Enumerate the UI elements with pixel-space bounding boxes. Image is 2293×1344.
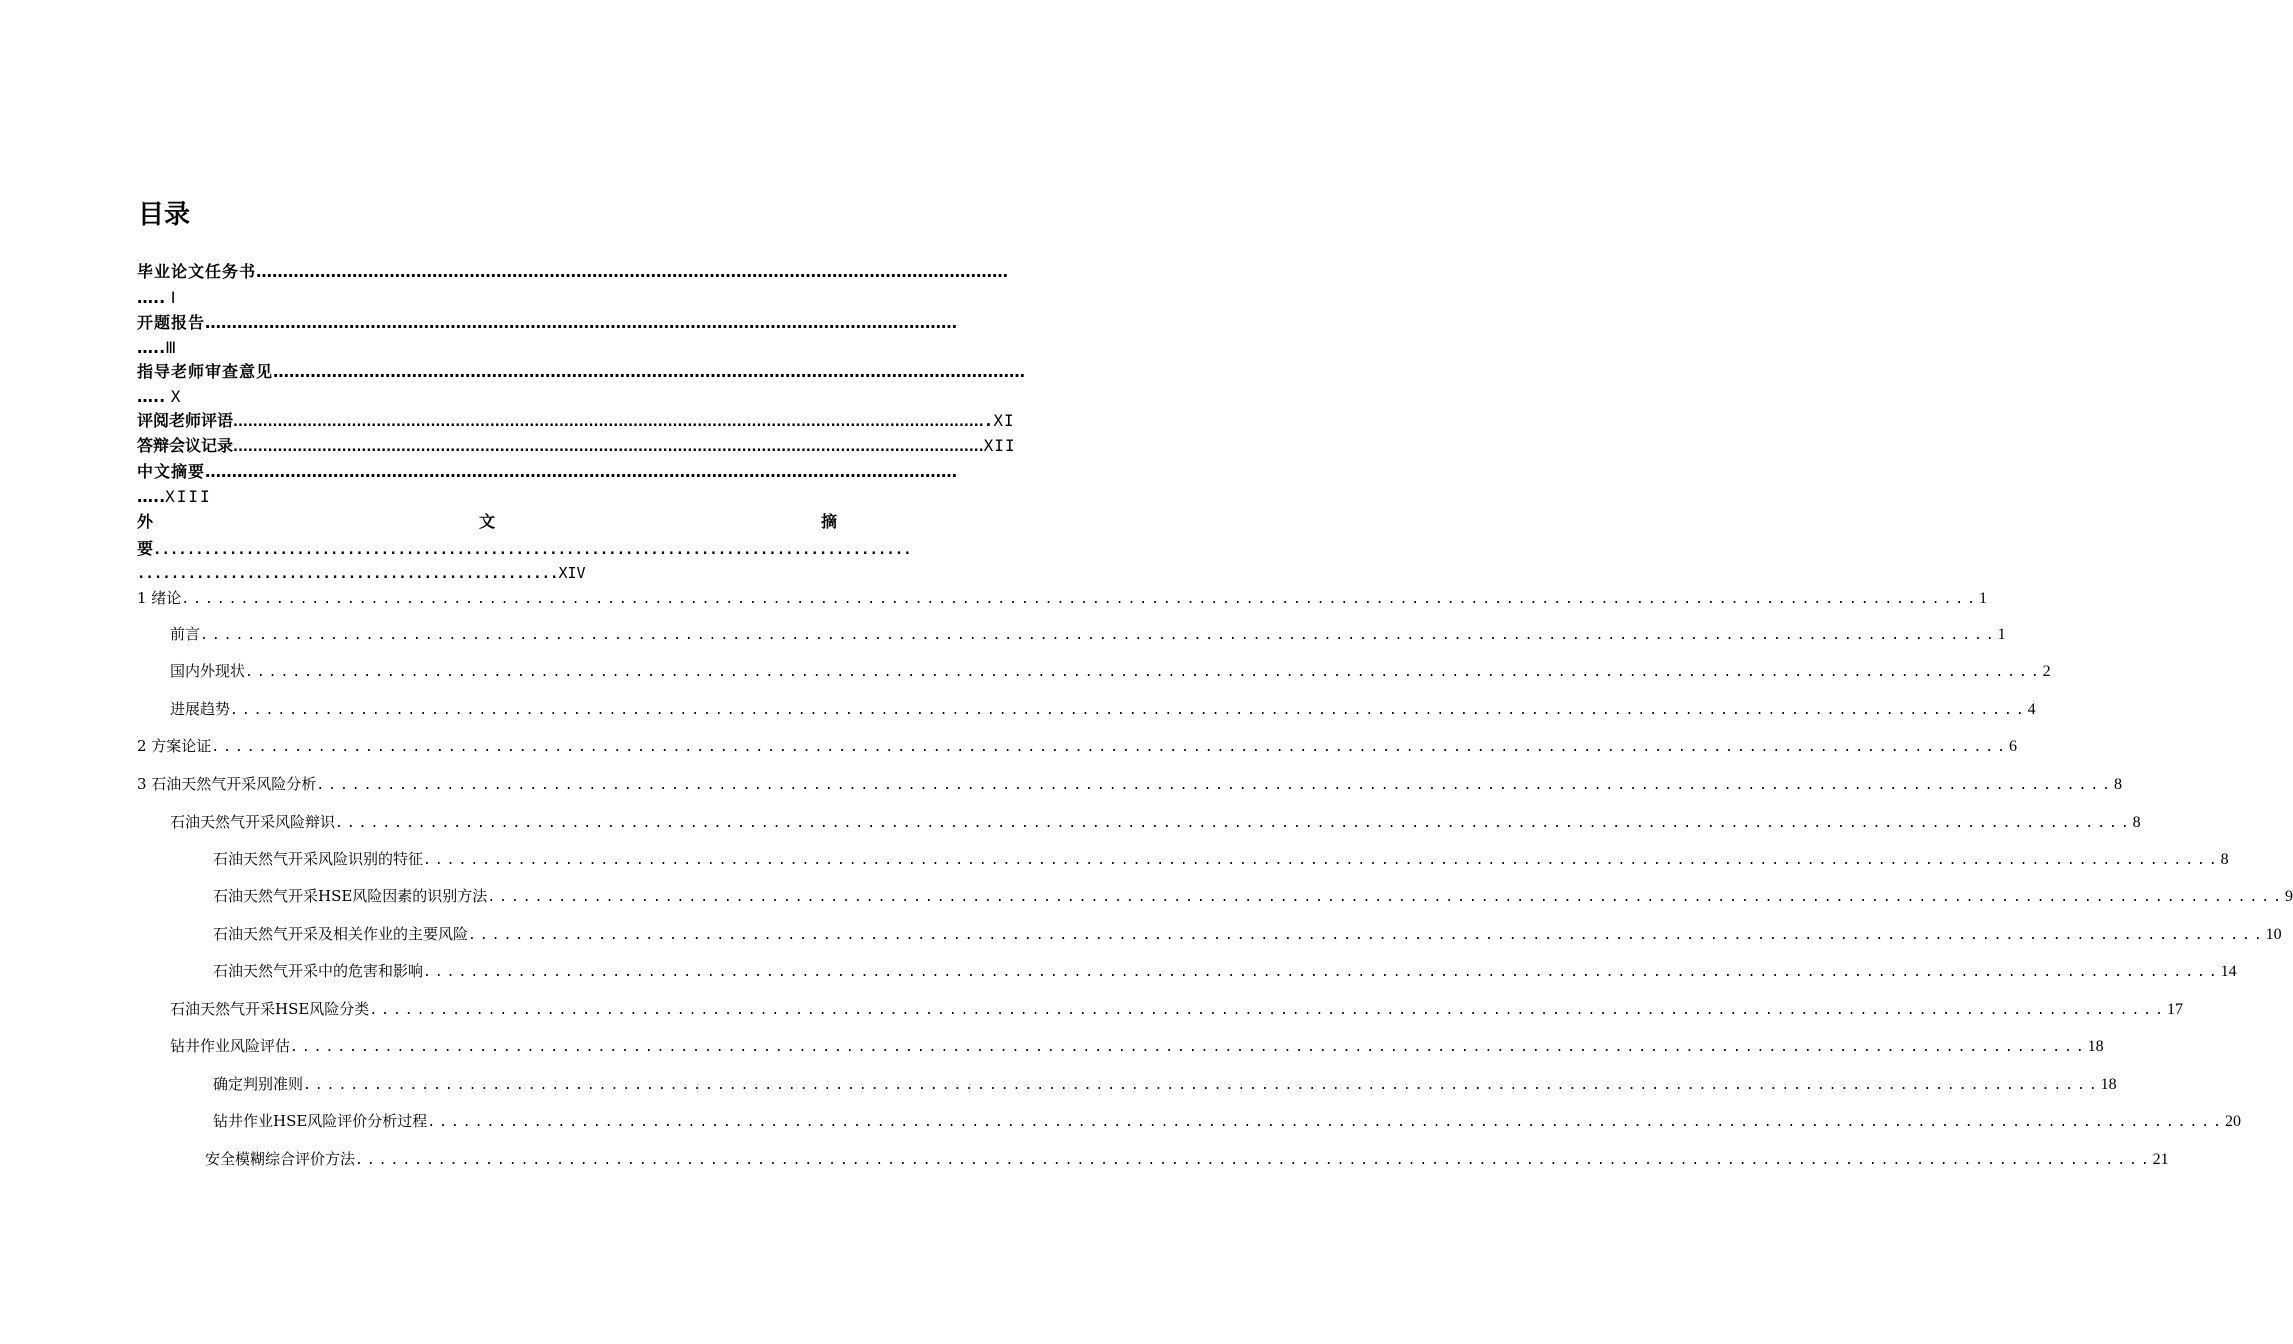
toc-entry-identification-features[interactable] bbox=[213, 847, 2229, 871]
toc-entry-page: Ⅲ bbox=[165, 338, 179, 357]
toc-entry-label: 中文摘要 bbox=[137, 462, 206, 481]
toc-entry-hazards-impacts[interactable] bbox=[213, 959, 2237, 983]
toc-entry-label: 石油天然气开采风险识别的特征 bbox=[213, 850, 424, 868]
toc-entry-page: XIII bbox=[165, 487, 212, 506]
toc-leader-dots bbox=[233, 411, 984, 435]
toc-entry-task-book[interactable] bbox=[137, 259, 1009, 285]
toc-leader-dots bbox=[200, 624, 1998, 648]
toc-entry-page: XIV bbox=[558, 564, 586, 582]
toc-leader-dots bbox=[211, 736, 2009, 760]
toc-entry-label: 开题报告 bbox=[137, 313, 206, 332]
toc-leader-line: 要.......................................................................................... bbox=[137, 539, 912, 558]
toc-entry-page-line: ….. Ⅰ bbox=[137, 288, 178, 307]
toc-entry-label: 安全模糊综合评价方法 bbox=[205, 1150, 356, 1168]
toc-entry-page: 1 bbox=[1978, 590, 1987, 607]
toc-entry-label: 确定判别准则 bbox=[213, 1075, 304, 1093]
toc-entry-page: 8 bbox=[2220, 851, 2229, 868]
toc-entry-foreign-abstract[interactable] bbox=[137, 509, 837, 535]
toc-entry-label-tail: 要 bbox=[137, 539, 154, 558]
toc-entry-label-char: 文 bbox=[478, 512, 495, 531]
toc-entry-label: 评阅老师评语 bbox=[137, 411, 234, 430]
toc-entry-trends[interactable] bbox=[170, 697, 2036, 721]
toc-entry-chinese-abstract[interactable] bbox=[137, 459, 958, 485]
toc-entry-page: XII bbox=[983, 436, 1016, 455]
toc-entry-page: 1 bbox=[1997, 626, 2006, 643]
toc-entry-label: 1 绪论 bbox=[137, 589, 182, 607]
toc-entry-advisor-review[interactable] bbox=[137, 359, 1026, 385]
toc-entry-drilling-hse-evaluation[interactable] bbox=[213, 1109, 2241, 1133]
toc-entry-reviewer-comments[interactable]: 评阅老师评语 ..... . XI bbox=[137, 409, 837, 433]
toc-entry-label: 石油天然气开采及相关作业的主要风险 bbox=[213, 925, 469, 943]
toc-leader-dots bbox=[290, 1036, 2088, 1060]
toc-entry-defense-record[interactable] bbox=[137, 434, 1016, 458]
toc-entry-label: 3 石油天然气开采风险分析 bbox=[137, 775, 317, 793]
toc-entry-label: 国内外现状 bbox=[170, 662, 246, 680]
toc-leader-dots: …………………………………………………………………………………………………………………………… bbox=[256, 262, 1009, 281]
toc-entry-label: 进展趋势 bbox=[170, 700, 231, 718]
toc-entry-label: 钻井作业HSE风险评价分析过程 bbox=[213, 1112, 428, 1130]
toc-entry-page: 2 bbox=[2042, 663, 2051, 680]
toc-leader-dots bbox=[355, 1149, 2153, 1173]
toc-leader-dots bbox=[230, 699, 2028, 723]
toc-entry-status[interactable] bbox=[170, 659, 2051, 683]
toc-entry-page: 4 bbox=[2027, 701, 2036, 718]
toc-entry-label: 石油天然气开采HSE风险分类 bbox=[170, 1000, 370, 1018]
toc-entry-label: 石油天然气开采HSE风险因素的识别方法 bbox=[213, 887, 488, 905]
toc-entry-label: 指导老师审查意见 bbox=[137, 362, 274, 381]
toc-entry-criteria[interactable] bbox=[213, 1072, 2117, 1096]
toc-entry-page: 6 bbox=[2008, 738, 2017, 755]
toc-leader-dots bbox=[468, 924, 2266, 948]
toc-entry-label: 答辩会议记录 bbox=[137, 436, 234, 455]
toc-leader-dots bbox=[245, 661, 2043, 685]
toc-entry-page: 14 bbox=[2220, 963, 2237, 980]
toc-entry-fuzzy-evaluation[interactable] bbox=[205, 1147, 2169, 1171]
toc-leader-line: ..................................................XIV bbox=[137, 564, 586, 582]
toc-entry-page: 9 bbox=[2284, 888, 2293, 905]
toc-entry-label: 2 方案论证 bbox=[137, 737, 212, 755]
toc-leader-dots bbox=[181, 588, 1979, 612]
toc-entry-main-risks[interactable] bbox=[213, 922, 2282, 946]
toc-entry-hse-classification[interactable] bbox=[170, 997, 2183, 1021]
toc-entry-chapter-2[interactable] bbox=[137, 734, 2017, 758]
toc-entry-label: 石油天然气开采中的危害和影响 bbox=[213, 962, 424, 980]
toc-leader-dots bbox=[316, 774, 2114, 798]
toc-leader-dots bbox=[487, 886, 2285, 910]
toc-entry-page: X bbox=[170, 387, 183, 406]
toc-entry-label: 前言 bbox=[170, 625, 201, 643]
toc-entry-preface[interactable] bbox=[170, 622, 2006, 646]
toc-entry-page: 8 bbox=[2113, 776, 2122, 793]
toc-leader-dots bbox=[303, 1074, 2101, 1098]
toc-entry-label-char: 摘 bbox=[820, 512, 837, 531]
toc-entry-drilling-risk-assessment[interactable] bbox=[170, 1034, 2104, 1058]
toc-entry-page-line: …..XIII bbox=[137, 487, 212, 506]
toc-leader-dots bbox=[335, 812, 2133, 836]
toc-entry-page: 10 bbox=[2265, 926, 2282, 943]
toc-entry-proposal[interactable] bbox=[137, 310, 958, 336]
toc-leader-dots bbox=[427, 1111, 2225, 1135]
toc-entry-page: 18 bbox=[2100, 1076, 2117, 1093]
toc-entry-label: 石油天然气开采风险辩识 bbox=[170, 813, 336, 831]
toc-entry-label-char: 外 bbox=[137, 512, 154, 531]
toc-entry-page: 18 bbox=[2087, 1038, 2104, 1055]
toc-leader-dots bbox=[423, 961, 2221, 985]
toc-leader-dots: …………………………………………………………………………………………………………………………… bbox=[205, 462, 958, 481]
toc-entry-label: 钻井作业风险评估 bbox=[170, 1037, 291, 1055]
toc-entry-label: 毕业论文任务书 bbox=[137, 262, 257, 281]
toc-leader-dots bbox=[369, 999, 2167, 1023]
toc-entry-chapter-3[interactable] bbox=[137, 772, 2122, 796]
toc-leader-dots bbox=[423, 849, 2221, 873]
toc-entry-chapter-1[interactable] bbox=[137, 586, 1987, 610]
toc-leader-dots: …………………………………………………………………………………………………………………………… bbox=[205, 313, 958, 332]
toc-entry-page: 20 bbox=[2224, 1113, 2241, 1130]
toc-entry-page: Ⅰ bbox=[170, 288, 178, 307]
toc-entry-risk-identification[interactable] bbox=[170, 810, 2141, 834]
page-title: 目录 bbox=[138, 200, 191, 230]
toc-entry-page-line: …..Ⅲ bbox=[137, 338, 179, 357]
toc-entry-hse-identification-methods[interactable] bbox=[213, 884, 2293, 908]
toc-entry-page-line: ….. X bbox=[137, 387, 183, 406]
toc-entry-page: 8 bbox=[2132, 814, 2141, 831]
toc-entry-page: 21 bbox=[2152, 1151, 2169, 1168]
toc-leader-dots: …………………………………………………………………………………………………………………………… bbox=[273, 362, 1026, 381]
toc-entry-page: XI bbox=[993, 411, 1015, 430]
toc-entry-page: 17 bbox=[2166, 1001, 2183, 1018]
toc-leader-dots bbox=[233, 436, 984, 460]
